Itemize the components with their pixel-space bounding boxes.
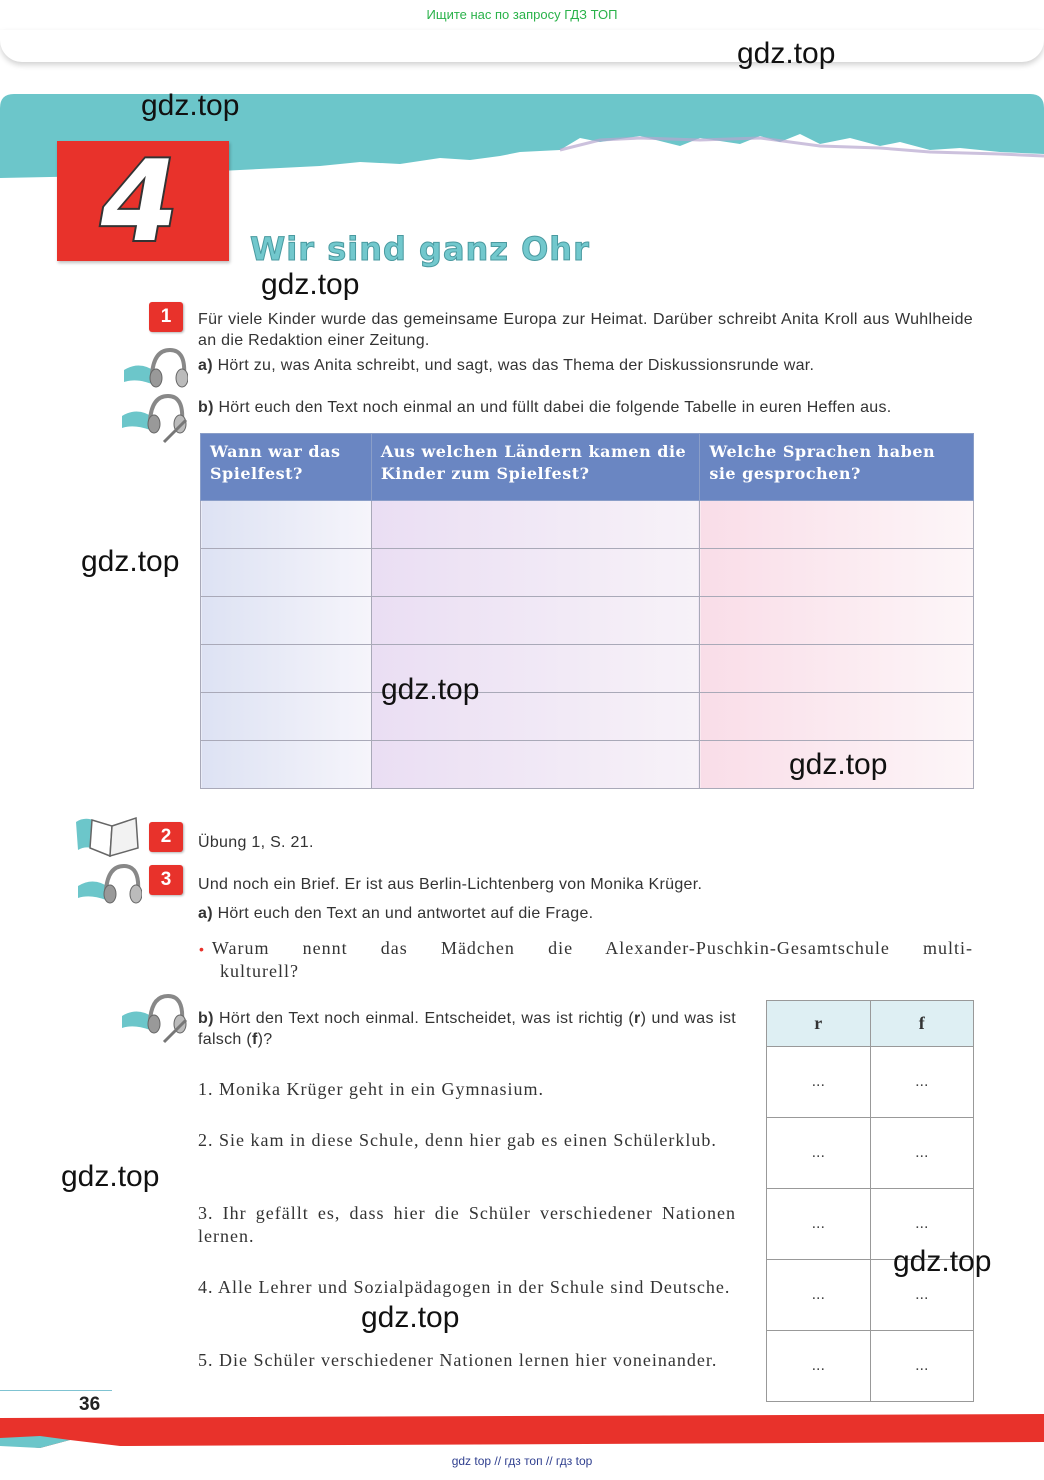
exercise-1b-label: b) bbox=[198, 399, 214, 416]
exercise-1-badge: 1 bbox=[149, 302, 183, 332]
exercise-1a-label: a) bbox=[198, 357, 213, 374]
table-row bbox=[201, 597, 974, 645]
page-number: 36 bbox=[79, 1394, 101, 1415]
exercise-3b-text-1: Hört den Text noch einmal. Entscheidet, was ist richtig ( bbox=[219, 1010, 635, 1027]
headphones-pen-icon bbox=[120, 390, 190, 444]
headphones-icon bbox=[76, 860, 142, 908]
rf-cell: ... bbox=[767, 1331, 871, 1402]
watermark: gdz.top bbox=[789, 748, 888, 781]
rf-cell: ... bbox=[870, 1118, 974, 1189]
previous-page-edge bbox=[0, 30, 1044, 62]
exercise-3b-label: b) bbox=[198, 1010, 214, 1027]
site-footer[interactable]: gdz top // гдз топ // гдз top bbox=[451, 1454, 593, 1468]
table-row bbox=[201, 501, 974, 549]
statement-1: 1. Monika Krüger geht in ein Gymnasium. bbox=[198, 1079, 544, 1099]
exercise-3a-label: a) bbox=[198, 905, 213, 922]
watermark: gdz.top bbox=[893, 1245, 992, 1278]
table-row bbox=[201, 693, 974, 741]
exercise-1b bbox=[198, 397, 973, 418]
site-notice[interactable]: Ищите нас по запросу ГДЗ ТОП bbox=[426, 7, 618, 22]
exercise-1a-text: Hört zu, was Anita schreibt, und sagt, was das Thema der Diskussionsrunde war. bbox=[217, 357, 815, 374]
exercise-3-badge: 3 bbox=[149, 865, 183, 895]
statement-2: 2. Sie kam in diese Schule, denn hier gab es einen Schülerklub. bbox=[198, 1130, 717, 1150]
table-row bbox=[201, 645, 974, 693]
rf-header-r: r bbox=[767, 1001, 871, 1047]
rf-cell: ... bbox=[870, 1260, 974, 1331]
rf-cell: ... bbox=[870, 1331, 974, 1402]
table-row bbox=[767, 1118, 974, 1189]
table-row bbox=[767, 1047, 974, 1118]
exercise-3a-text: Hört euch den Text an und antwortet auf die Frage. bbox=[217, 905, 594, 922]
rf-cell: ... bbox=[767, 1118, 871, 1189]
statement-4: 4. Alle Lehrer und Sozialpädagogen in der Schule sind Deutsche. bbox=[198, 1277, 731, 1297]
exercise-1-intro: Für viele Kinder wurde das gemeinsame Europa zur Heimat. Darüber schreibt Anita Kroll aus Wuhlheide an die Redaktion einer Zeitung. bbox=[198, 311, 973, 349]
watermark: gdz.top bbox=[361, 1301, 460, 1334]
exercise-3b-text-2: ) und was ist falsch ( bbox=[198, 1010, 737, 1048]
chapter-number: 4 bbox=[88, 137, 190, 267]
exercise-2-badge: 2 bbox=[149, 822, 183, 852]
chapter-title: Wir sind ganz Ohr bbox=[250, 230, 590, 268]
exercise-3b-f: f bbox=[251, 1031, 258, 1048]
exercise-3a bbox=[198, 903, 973, 924]
exercise-1b-text: Hört euch den Text noch einmal an und füllt dabei die folgende Tabelle in euren Heffen aus. bbox=[218, 399, 892, 416]
site-top-bar bbox=[0, 0, 1044, 34]
rf-cell: ... bbox=[767, 1047, 871, 1118]
exercise-3b bbox=[198, 1008, 736, 1050]
bullet-icon: • bbox=[199, 941, 204, 957]
exercise-3b-r: r bbox=[634, 1010, 641, 1027]
rf-cell: ... bbox=[870, 1047, 974, 1118]
rf-header-f: f bbox=[870, 1001, 974, 1047]
headphones-icon bbox=[122, 344, 188, 390]
bottom-band bbox=[0, 1414, 1044, 1448]
question-line-1: Warum nennt das Mädchen die Alexander-Puschkin-Gesamtschule multi- bbox=[211, 938, 973, 958]
exercise-1a bbox=[198, 355, 973, 376]
open-book-icon bbox=[74, 812, 144, 860]
watermark: gdz.top bbox=[61, 1160, 160, 1193]
rf-cell: ... bbox=[870, 1189, 974, 1260]
rf-table bbox=[766, 1000, 974, 1402]
watermark: gdz.top bbox=[381, 673, 480, 706]
watermark: gdz.top bbox=[141, 89, 240, 122]
watermark: gdz.top bbox=[261, 268, 360, 301]
exercise-1-table bbox=[200, 433, 974, 789]
headphones-pen-icon bbox=[120, 990, 190, 1044]
table-row bbox=[767, 1331, 974, 1402]
question-line-2: kulturell? bbox=[220, 961, 299, 981]
exercise-3-intro: Und noch ein Brief. Er ist aus Berlin-Lichtenberg von Monika Krüger. bbox=[198, 876, 703, 893]
watermark: gdz.top bbox=[737, 37, 836, 70]
table-header-countries: Aus welchen Ländern kamen die Kinder zum Spielfest? bbox=[371, 434, 699, 501]
watermark: gdz.top bbox=[81, 545, 180, 578]
statement-3: 3. Ihr gefällt es, dass hier die Schüler verschiedener Nationen lernen. bbox=[198, 1203, 736, 1246]
exercise-2-text: Übung 1, S. 21. bbox=[198, 834, 314, 851]
rf-cell: ... bbox=[767, 1260, 871, 1331]
table-row bbox=[201, 549, 974, 597]
page-number-line bbox=[0, 1390, 112, 1391]
table-header-when: Wann war das Spielfest? bbox=[201, 434, 372, 501]
statement-5: 5. Die Schüler verschiedener Nationen lernen hier voneinander. bbox=[198, 1350, 718, 1370]
exercise-3b-text-3: )? bbox=[257, 1031, 273, 1048]
rf-cell: ... bbox=[767, 1189, 871, 1260]
exercise-3-question bbox=[199, 937, 973, 983]
table-header-languages: Welche Sprachen haben sie gesprochen? bbox=[700, 434, 974, 501]
